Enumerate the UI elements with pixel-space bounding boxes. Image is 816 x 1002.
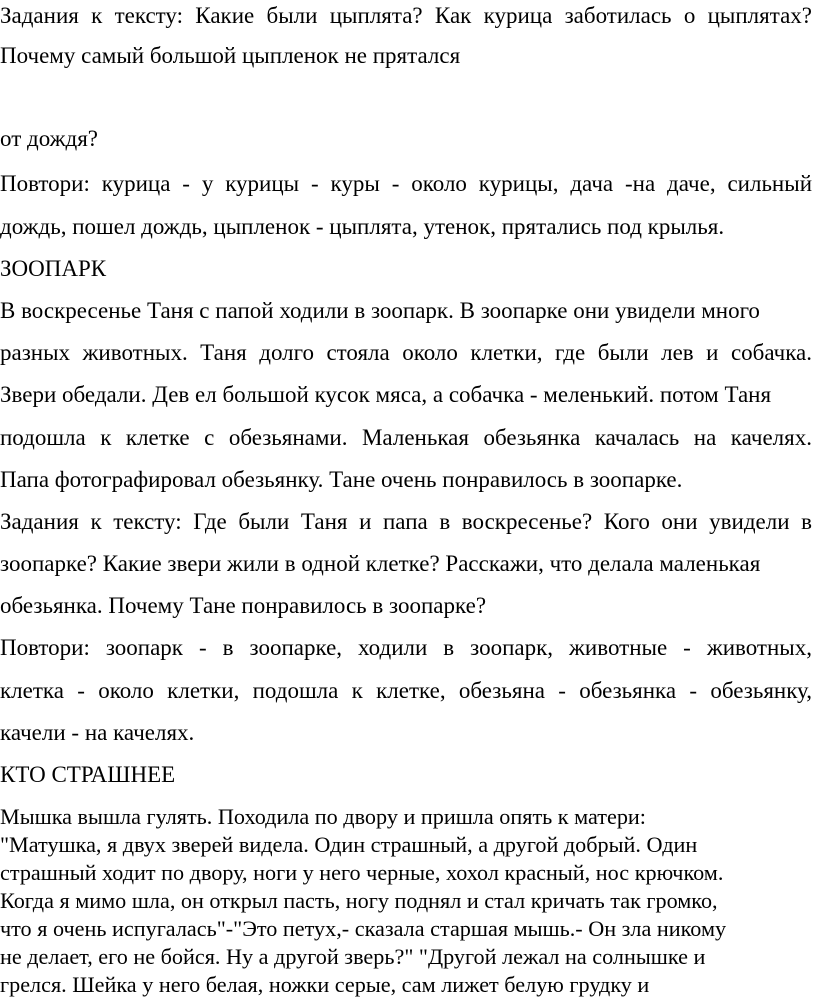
zoo-repeat-line-1: Повтори: зоопарк - в зоопарке, ходили в зоопарк, животные - животных, <box>0 635 812 660</box>
story-line-3: страшный ходит по двору, ноги у него черные, хохол красный, нос крючком. <box>0 860 724 885</box>
zoo-paragraph-line-3: Звери обедали. Дев ел большой кусок мяса, а собачка - меленький. потом Таня <box>0 382 772 407</box>
zoo-paragraph-line-1: В воскресенье Таня с папой ходили в зоопарк. В зоопарке они увидели много <box>0 298 760 323</box>
repeat-line-1: Повтори: курица - у курицы - куры - около курицы, дача -на даче, сильный <box>0 171 812 196</box>
task-line-2: Почему самый большой цыпленок не прятался <box>0 43 461 68</box>
story-line-1: Мышка вышла гулять. Походила по двору и пришла опять к матери: <box>0 804 646 829</box>
zoo-task-line-3: обезьянка. Почему Тане понравилось в зоопарке? <box>0 593 487 618</box>
zoo-task-line-1: Задания к тексту: Где были Таня и папа в воскресенье? Кого они увидели в <box>0 509 812 534</box>
story-line-5: что я очень испугалась"-"Это петух,- сказала старшая мышь.- Он зла никому <box>0 916 727 941</box>
zoo-paragraph-line-2: разных животных. Таня долго стояла около клетки, где были лев и собачка. <box>0 340 812 365</box>
repeat-line-2: дождь, пошел дождь, цыпленок - цыплята, утенок, прятались под крылья. <box>0 214 725 239</box>
story-line-7: грелся. Шейка у него белая, ножки серые, сам лижет белую грудку и <box>0 972 650 997</box>
story-line-2: "Матушка, я двух зверей видела. Один страшный, а другой добрый. Один <box>0 832 698 857</box>
story-line-4: Когда я мимо шла, он открыл пасть, ногу поднял и стал кричать так громко, <box>0 888 718 913</box>
zoo-repeat-line-3: качели - на качелях. <box>0 720 195 745</box>
task-line-1: Задания к тексту: Какие были цыплята? Как курица заботилась о цыплятах? <box>0 3 812 28</box>
zoo-paragraph-line-4: подошла к клетке с обезьянами. Маленькая обезьянка качалась на качелях. <box>0 425 812 450</box>
section-heading-who-is-scarier: КТО СТРАШНЕЕ <box>0 762 176 787</box>
story-line-6: не делает, его не бойся. Ну а другой зверь?" "Другой лежал на солнышке и <box>0 944 706 969</box>
zoo-repeat-line-2: клетка - около клетки, подошла к клетке, обезьяна - обезьянка - обезьянку, <box>0 678 812 703</box>
section-heading-zoo: ЗООПАРК <box>0 256 107 281</box>
zoo-task-line-2: зоопарке? Какие звери жили в одной клетке? Расскажи, что делала маленькая <box>0 551 761 576</box>
zoo-paragraph-line-5: Папа фотографировал обезьянку. Тане очень понравилось в зоопарке. <box>0 467 683 492</box>
task-line-3: от дождя? <box>0 126 99 151</box>
